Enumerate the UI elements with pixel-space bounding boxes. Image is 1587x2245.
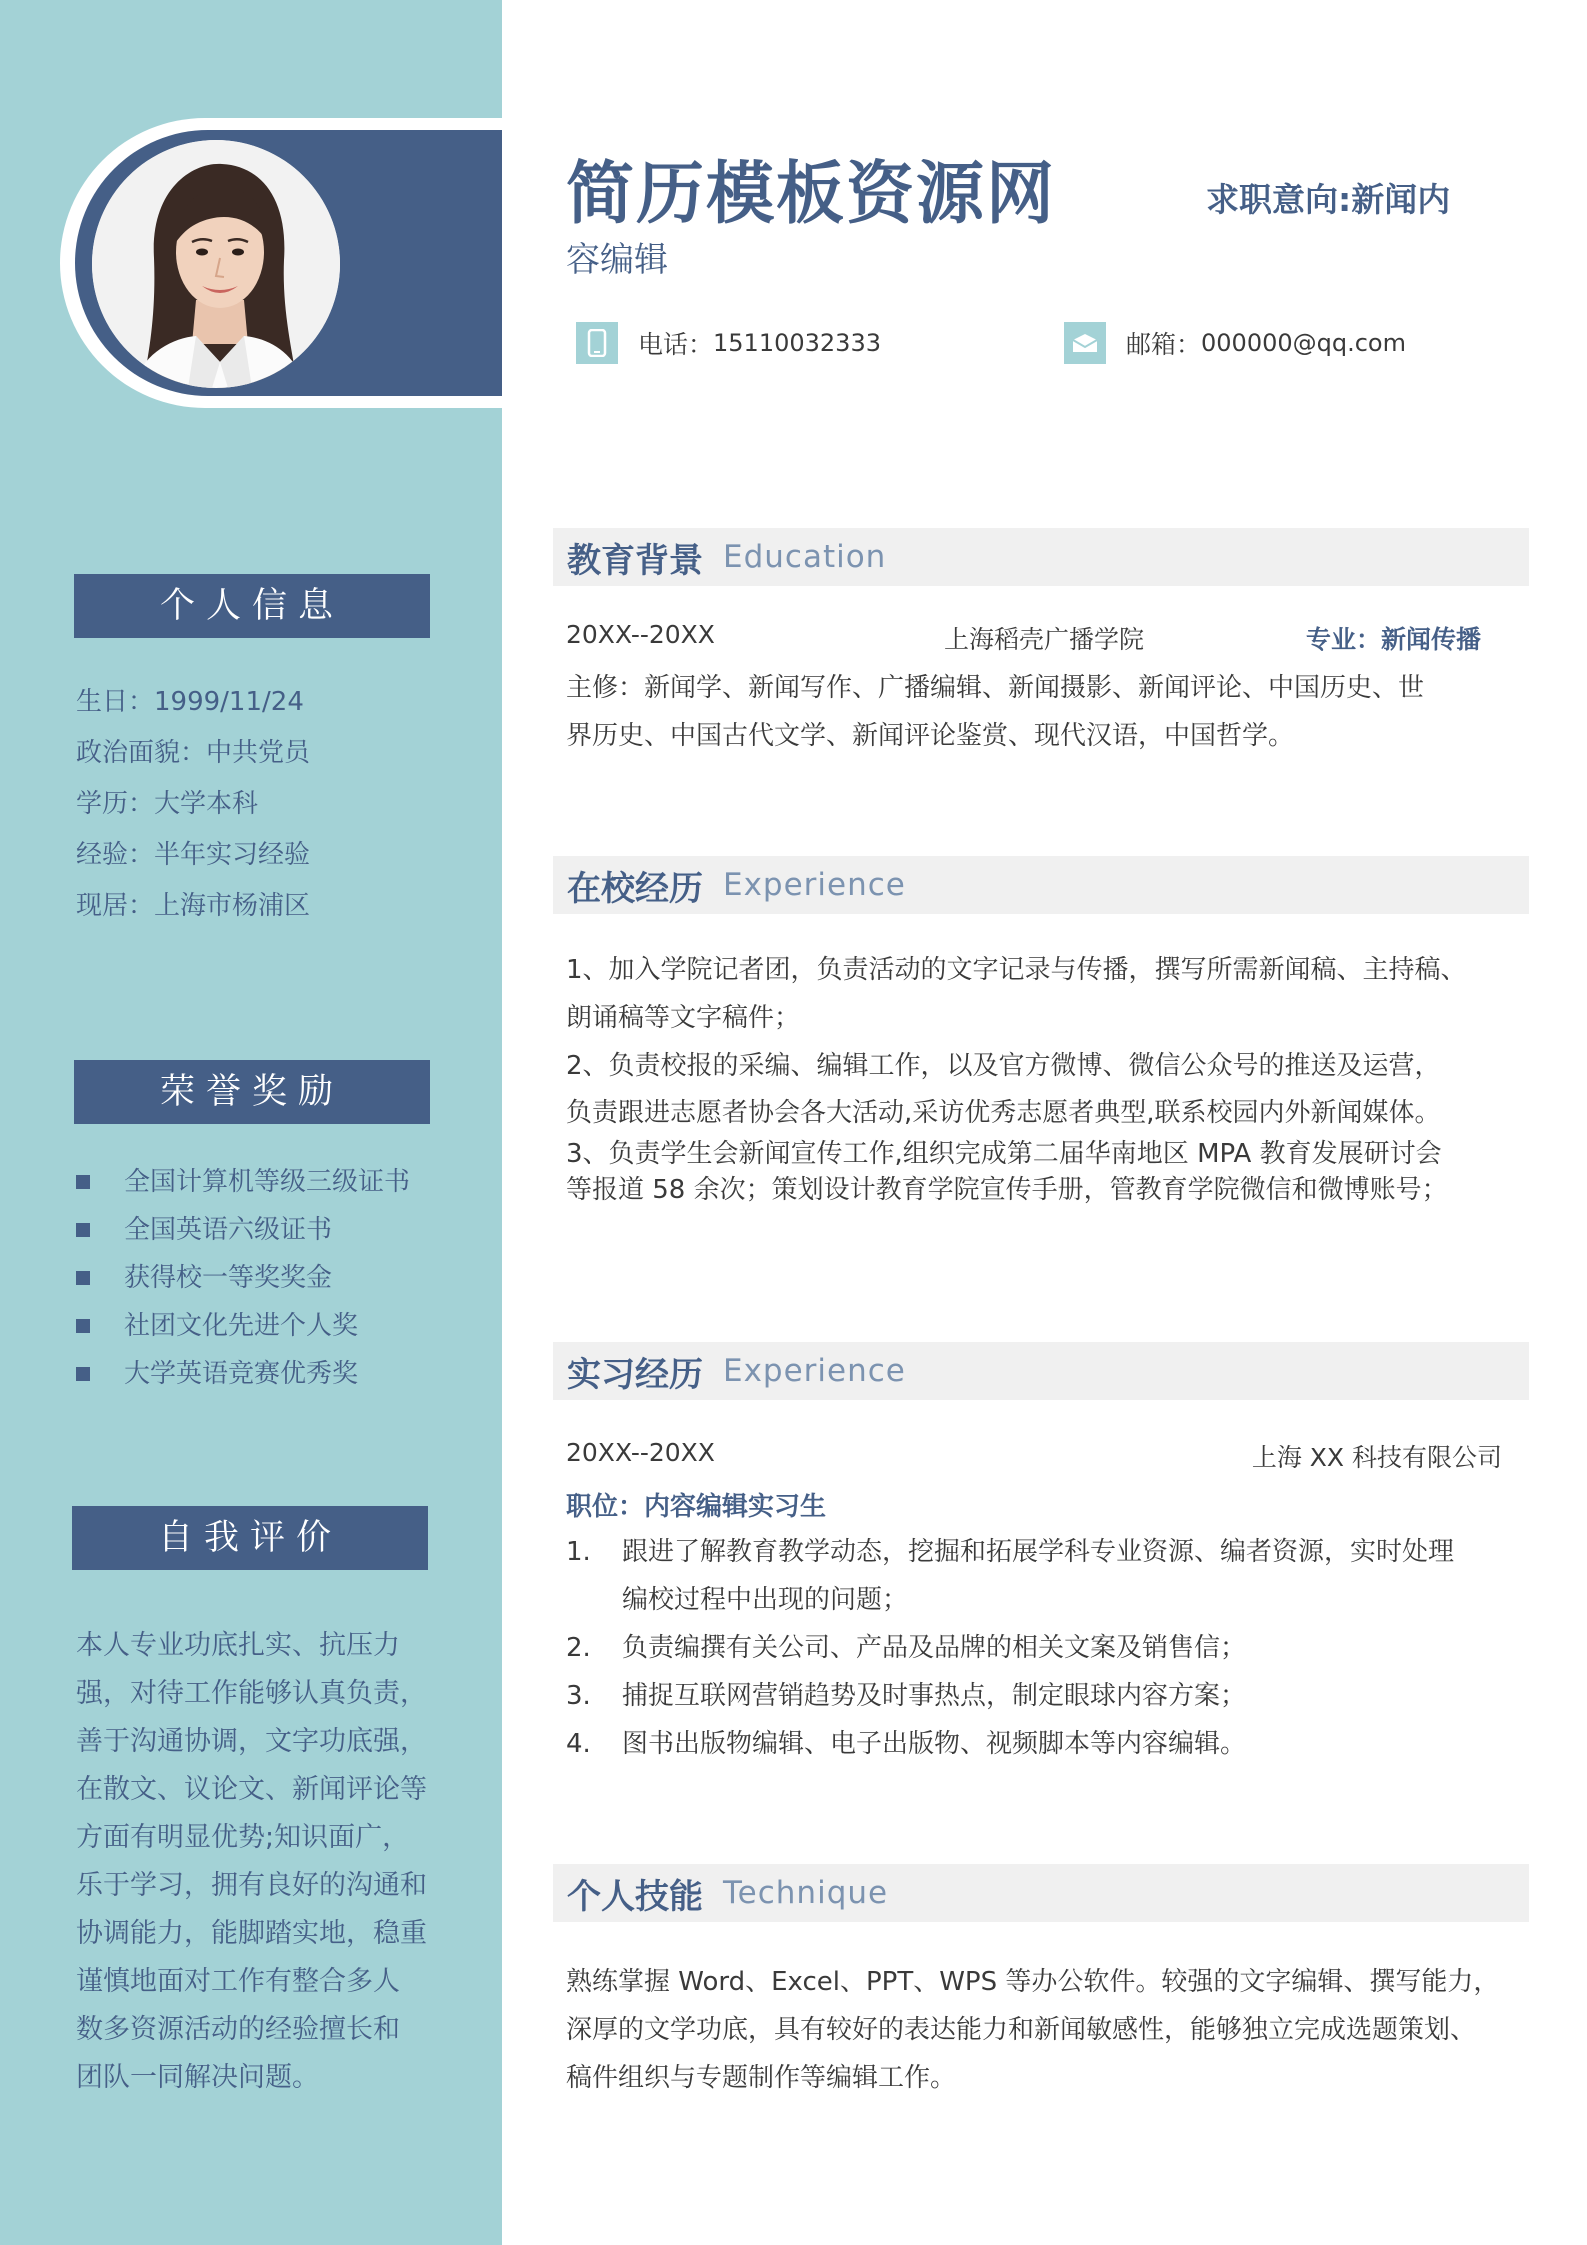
skills-line: 稿件组织与专题制作等编辑工作。	[566, 2063, 957, 2093]
skills-line: 深厚的文学功底，具有较好的表达能力和新闻敏感性，能够独立完成选题策划、	[566, 2015, 1477, 2045]
phone-icon	[576, 322, 618, 364]
honors-heading: 荣誉奖励	[74, 1060, 430, 1124]
email-label: 邮箱：	[1126, 330, 1202, 359]
duty-text: 负责编撰有关公司、产品及品牌的相关文案及销售信；	[622, 1633, 1247, 1663]
section-title: 实习经历	[567, 1354, 703, 1395]
info-politics: 政治面貌：中共党员	[76, 738, 311, 768]
self-eval-heading: 自我评价	[72, 1506, 428, 1570]
duty-item	[566, 1720, 1526, 1768]
duty-item	[566, 1624, 1526, 1672]
courses-line: 主修：新闻学、新闻写作、广播编辑、新闻摄影、新闻评论、中国历史、世	[566, 673, 1425, 703]
section-subtitle: Experience	[723, 867, 906, 903]
courses-line: 界历史、中国古代文学、新闻评论鉴赏、现代汉语，中国哲学。	[566, 721, 1295, 751]
self-eval-line: 善于沟通协调，文字功底强，	[76, 1726, 427, 1757]
campus-experience-text	[566, 946, 1526, 1208]
phone-label: 电话：	[638, 330, 714, 359]
personal-info-heading: 个人信息	[74, 574, 430, 638]
job-intent-continued: 容编辑	[566, 240, 668, 280]
mail-icon	[1064, 322, 1106, 364]
duty-item	[566, 1528, 1526, 1624]
skills-line: 熟练掌握 Word、Excel、PPT、WPS 等办公软件。较强的文字编辑、撰写能力，	[566, 1967, 1500, 1997]
campus-section-header	[553, 856, 1529, 914]
skills-text	[566, 1958, 1526, 2102]
square-bullet-icon	[76, 1223, 90, 1237]
skills-section-header	[553, 1864, 1529, 1922]
honor-item	[76, 1158, 410, 1206]
section-title: 在校经历	[567, 868, 703, 909]
internship-position: 职位：内容编辑实习生	[566, 1492, 827, 1522]
section-subtitle: Education	[723, 539, 887, 575]
honors-list	[76, 1158, 410, 1398]
self-eval-line: 数多资源活动的经验擅长和	[76, 2014, 400, 2045]
campus-line: 1、加入学院记者团，负责活动的文字记录与传播，撰写所需新闻稿、主持稿、	[566, 955, 1467, 985]
education-section-header	[553, 528, 1529, 586]
info-experience: 经验：半年实习经验	[76, 840, 311, 870]
education-courses	[566, 664, 1526, 760]
portrait-photo	[92, 140, 340, 388]
section-subtitle: Experience	[723, 1353, 906, 1389]
contact-phone	[576, 322, 881, 364]
info-education: 学历：大学本科	[76, 789, 259, 819]
internship-date: 20XX--20XX	[566, 1438, 715, 1467]
self-eval-line: 强，对待工作能够认真负责，	[76, 1678, 427, 1709]
self-eval-line: 谨慎地面对工作有整合多人	[76, 1966, 400, 1997]
honor-item	[76, 1350, 410, 1398]
section-title: 个人技能	[567, 1876, 703, 1917]
education-school: 上海稻壳广播学院	[944, 625, 1145, 654]
honor-item	[76, 1206, 410, 1254]
honor-item	[76, 1302, 410, 1350]
square-bullet-icon	[76, 1271, 90, 1285]
honor-label: 获得校一等奖奖金	[124, 1263, 333, 1293]
resume-title: 简历模板资源网	[566, 155, 1057, 234]
internship-duties	[566, 1528, 1526, 1768]
self-eval-line: 在散文、议论文、新闻评论等	[76, 1774, 427, 1805]
phone-value: 15110032333	[713, 329, 881, 357]
square-bullet-icon	[76, 1175, 90, 1189]
internship-company: 上海 XX 科技有限公司	[1251, 1443, 1502, 1472]
info-residence: 现居：上海市杨浦区	[76, 891, 311, 921]
self-eval-text	[76, 1622, 436, 2102]
honor-label: 大学英语竞赛优秀奖	[124, 1359, 359, 1389]
self-eval-line: 团队一同解决问题。	[76, 2062, 319, 2093]
square-bullet-icon	[76, 1367, 90, 1381]
education-major: 专业：新闻传播	[1306, 625, 1482, 654]
campus-line: 朗诵稿等文字稿件；	[566, 1003, 801, 1033]
section-subtitle: Technique	[723, 1875, 889, 1911]
contact-email	[1064, 322, 1406, 364]
honor-item	[76, 1254, 410, 1302]
internship-section-header	[553, 1342, 1529, 1400]
duty-number: 4.	[566, 1729, 591, 1759]
honor-label: 全国计算机等级三级证书	[124, 1167, 411, 1197]
job-intent: 求职意向:新闻内	[1206, 180, 1451, 219]
duty-text: 图书出版物编辑、电子出版物、视频脚本等内容编辑。	[622, 1729, 1247, 1759]
duty-text: 捕捉互联网营销趋势及时事热点，制定眼球内容方案；	[622, 1681, 1247, 1711]
honor-label: 全国英语六级证书	[124, 1215, 333, 1245]
duty-number: 1.	[566, 1537, 591, 1567]
duty-line: 跟进了解教育教学动态，挖掘和拓展学科专业资源、编者资源，实时处理	[622, 1537, 1455, 1567]
duty-item	[566, 1672, 1526, 1720]
avatar	[92, 140, 340, 388]
duty-line: 编校过程中出现的问题；	[622, 1585, 909, 1615]
campus-line: 等报道 58 余次；策划设计教育学院宣传手册，管教育学院微信和微博账号；	[566, 1175, 1448, 1205]
info-birthday: 生日：1999/11/24	[76, 687, 304, 717]
campus-line: 负责跟进志愿者协会各大活动,采访优秀志愿者典型,联系校园内外新闻媒体。	[566, 1098, 1441, 1128]
self-eval-line: 协调能力，能脚踏实地，稳重	[76, 1918, 427, 1949]
square-bullet-icon	[76, 1319, 90, 1333]
email-value: 000000@qq.com	[1201, 329, 1406, 357]
duty-text	[622, 1528, 1454, 1624]
section-title: 教育背景	[567, 540, 703, 581]
self-eval-line: 乐于学习，拥有良好的沟通和	[76, 1870, 427, 1901]
self-eval-line: 本人专业功底扎实、抗压力	[76, 1630, 400, 1661]
personal-info-list	[76, 682, 310, 937]
duty-number: 3.	[566, 1681, 591, 1711]
education-date: 20XX--20XX	[566, 620, 715, 649]
duty-number: 2.	[566, 1633, 591, 1663]
campus-line: 2、负责校报的采编、编辑工作，以及官方微博、微信公众号的推送及运营，	[566, 1051, 1441, 1081]
campus-line: 3、负责学生会新闻宣传工作,组织完成第二届华南地区 MPA 教育发展研讨会	[566, 1139, 1442, 1169]
self-eval-line: 方面有明显优势;知识面广，	[76, 1822, 410, 1853]
honor-label: 社团文化先进个人奖	[124, 1311, 359, 1341]
